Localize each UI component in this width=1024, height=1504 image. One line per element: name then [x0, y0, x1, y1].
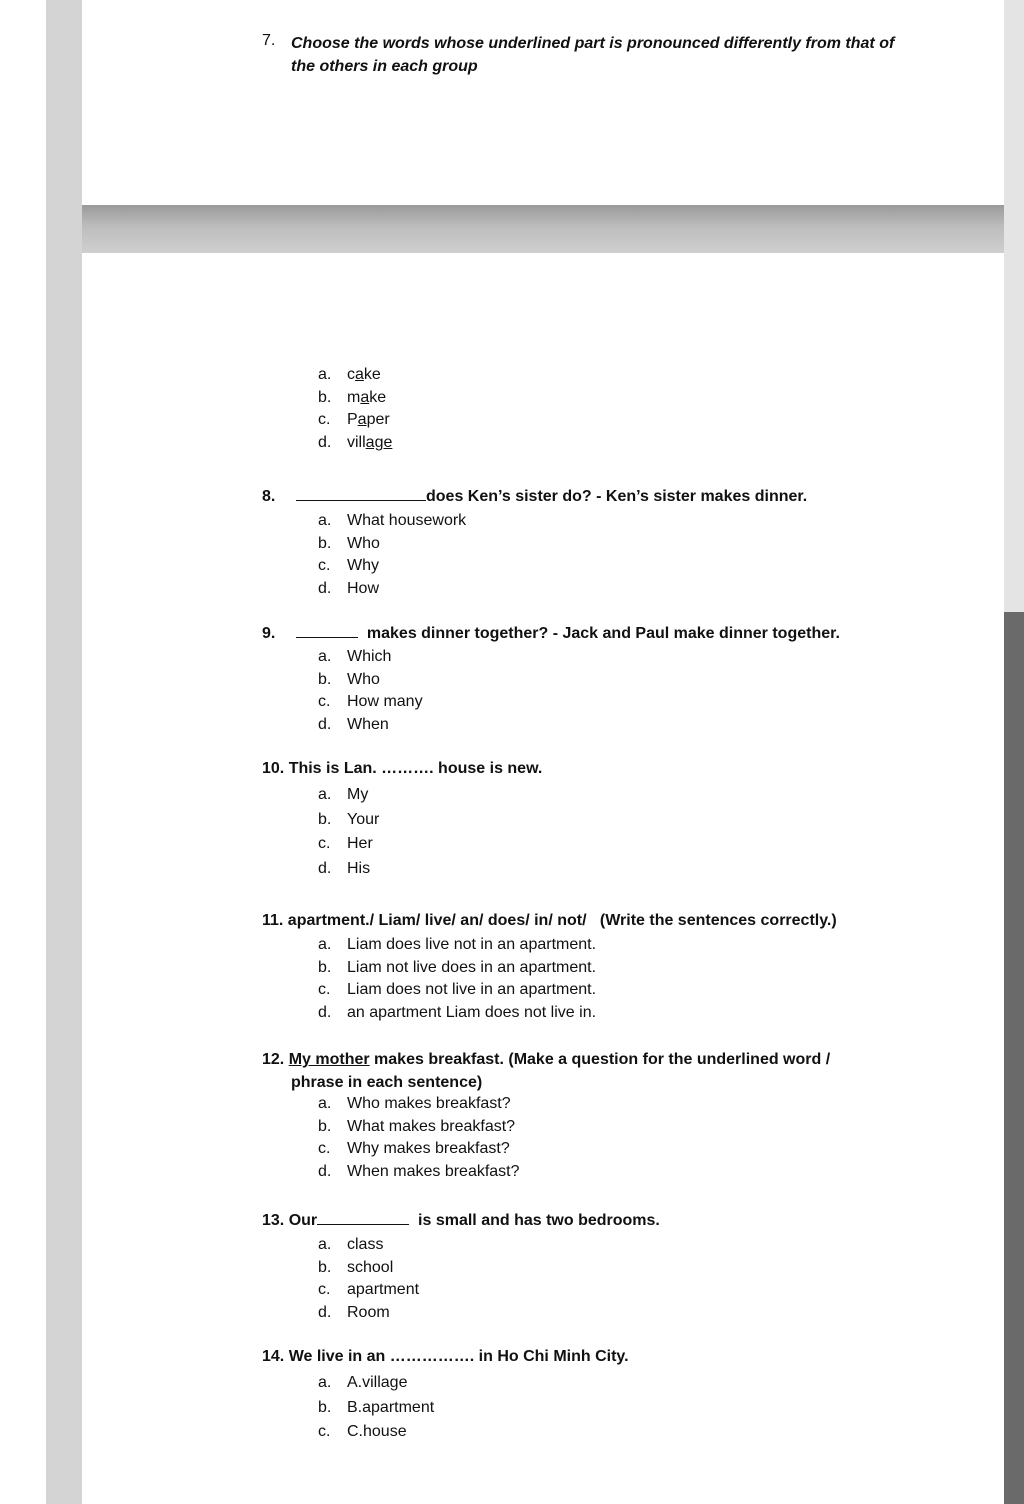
answer-blank[interactable] — [317, 1211, 409, 1225]
option-a[interactable]: a. Liam does live not in an apartment. — [318, 936, 597, 953]
instruction-note: (Write the sentences correctly.) — [599, 912, 837, 929]
underlined-part: a — [355, 366, 364, 383]
question-text: 11. apartment./ Liam/ live/ an/ does/ in/ not/ — [262, 912, 587, 929]
question-text: 13. Our — [262, 1212, 318, 1229]
option-d[interactable]: d. When makes breakfast? — [318, 1163, 520, 1181]
question-text: does Ken’s sister do? - Ken’s sister makes dinner. — [426, 488, 808, 505]
answer-blank[interactable] — [296, 624, 358, 638]
question-text-line-2: phrase in each sentence) — [291, 1074, 483, 1091]
option-b[interactable]: b. Who — [318, 534, 380, 552]
option-c[interactable]: c. Liam does not live in an apartment. — [318, 981, 597, 999]
question-text: 14. We live in an — [262, 1348, 390, 1365]
left-margin-rail — [46, 0, 82, 1504]
question-number: 7. — [262, 32, 276, 49]
question-11 — [262, 912, 837, 930]
question-number: 12. — [262, 1051, 285, 1068]
option-c[interactable]: c. Paper — [318, 411, 390, 429]
option-b[interactable]: b. Your — [318, 810, 380, 828]
question-text: Choose the words whose underlined part is pronounced differently from that of the others in each group — [291, 35, 895, 75]
option-c[interactable]: c. How many — [318, 693, 423, 711]
option-b[interactable]: b. Liam not live does in an apartment. — [318, 958, 597, 976]
option-d[interactable]: d. How — [318, 580, 380, 598]
answer-blank[interactable] — [296, 487, 426, 501]
underlined-part: age — [365, 434, 393, 452]
question-8-options — [318, 510, 466, 601]
question-8 — [262, 487, 807, 506]
underlined-phrase: My mother — [288, 1051, 370, 1068]
question-text: 10. This is Lan. — [262, 760, 382, 777]
question-10: 10. This is Lan. ………. house is new. — [262, 760, 543, 777]
option-a[interactable]: a. My — [318, 786, 369, 803]
answer-blank[interactable]: ………. — [381, 760, 434, 777]
option-a[interactable]: a. A.village — [318, 1374, 408, 1391]
question-13-options — [318, 1234, 419, 1325]
question-13: 13. Our is small and has two bedrooms. — [262, 1212, 660, 1229]
underlined-part: a — [357, 411, 367, 429]
document-page-2 — [82, 253, 1004, 1504]
option-c[interactable]: c. apartment — [318, 1281, 420, 1299]
option-d[interactable]: d. an apartment Liam does not live in. — [318, 1004, 597, 1022]
question-14-options — [318, 1371, 434, 1445]
question-12 — [262, 1048, 882, 1094]
option-b[interactable]: b. Who — [318, 670, 380, 688]
option-d[interactable]: d. village — [318, 434, 393, 452]
question-14: 14. We live in an ……………. in Ho Chi Minh City. — [262, 1348, 629, 1365]
option-a[interactable]: a. class — [318, 1236, 384, 1253]
option-b[interactable]: b. make — [318, 388, 387, 406]
question-9 — [262, 624, 840, 643]
answer-blank[interactable]: ……………. — [389, 1348, 475, 1365]
option-b[interactable]: b. What makes breakfast? — [318, 1117, 516, 1135]
option-a[interactable]: a. What housework — [318, 512, 467, 529]
option-d[interactable]: d. When — [318, 716, 389, 734]
option-c[interactable]: c. Why — [318, 557, 379, 575]
question-7 — [262, 32, 922, 78]
document-page-1 — [82, 0, 1004, 205]
option-c[interactable]: c. Her — [318, 835, 373, 852]
question-text: makes breakfast. (Make a question for the underlined word / — [369, 1051, 831, 1068]
option-c[interactable]: c. Why makes breakfast? — [318, 1140, 510, 1158]
option-d[interactable]: d. Room — [318, 1304, 390, 1322]
option-d[interactable]: d. His — [318, 859, 371, 877]
question-text: makes dinner together? - Jack and Paul make dinner together. — [366, 625, 840, 642]
option-c[interactable]: c. C.house — [318, 1423, 407, 1440]
scrollbar-track[interactable] — [1004, 0, 1024, 612]
page-break-divider — [82, 205, 1004, 253]
option-a[interactable]: a. Which — [318, 648, 392, 665]
question-11-options — [318, 934, 596, 1025]
option-a[interactable]: a. Who makes breakfast? — [318, 1095, 511, 1112]
question-number: 8. — [262, 488, 276, 505]
question-7-options — [318, 364, 392, 455]
question-10-options — [318, 783, 379, 881]
question-9-options — [318, 646, 423, 737]
option-b[interactable]: b. B.apartment — [318, 1398, 435, 1416]
question-12-options — [318, 1093, 520, 1184]
underlined-part: a — [360, 388, 370, 406]
scrollbar-thumb[interactable] — [1004, 612, 1024, 1504]
option-b[interactable]: b. school — [318, 1258, 394, 1276]
option-a[interactable]: a. cake — [318, 366, 381, 383]
question-number: 9. — [262, 625, 276, 642]
